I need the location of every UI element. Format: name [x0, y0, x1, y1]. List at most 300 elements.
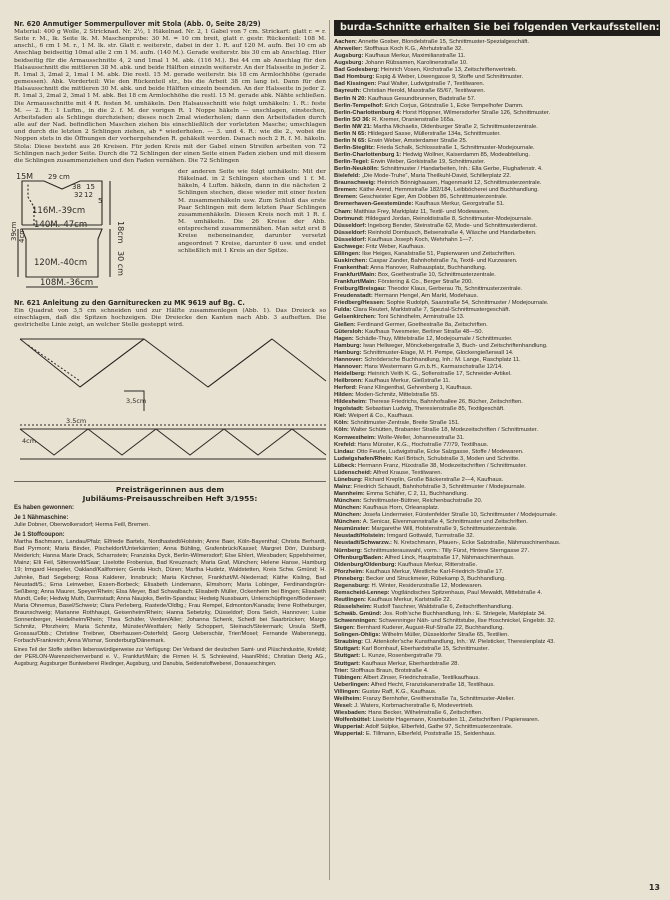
label-3-5cm: 3.5cm [66, 417, 87, 426]
shop-city: Kornwestheim: [334, 434, 376, 441]
shop-city: Berlin-Neukölln: [334, 166, 379, 173]
shop-entry [334, 717, 660, 724]
shop-city: Bielefeld: [334, 173, 361, 180]
shop-city: Hildesheim: [334, 399, 367, 406]
shop-entry [334, 201, 660, 208]
shop-city: Gelsenkirchen: [334, 314, 376, 321]
shop-city: Krefeld: [334, 441, 356, 448]
shop-city: Berlin N 65: [334, 130, 367, 137]
shop-entry [334, 456, 660, 463]
shop-details: Franzy Bernhofer, Greitherstraße 7a, Schnittmuster-Atelier. [362, 695, 515, 702]
shop-details: Kaufhaus Gesundbrunnen, Badstraße 57. [367, 95, 476, 102]
shop-details: Johann Rübsamen, Karolinenstraße 10. [365, 60, 468, 67]
shop-city: Braunschweig: [334, 180, 376, 187]
shop-details: Irmgard Gottwald, Turmstraße 32. [386, 533, 475, 540]
shop-city: Hamburg: [334, 349, 362, 356]
shop-details: Fritz Weber, Kaufhaus. [366, 243, 426, 250]
shop-details: Wolle-Weller, Johannesstraße 31. [377, 434, 465, 441]
shop-city: Heidelberg: [334, 370, 366, 377]
article-621 [14, 299, 326, 329]
shop-entry [334, 258, 660, 265]
shop-details: Kaufhaus Merkur, Westliche Karl-Friedrich-Straße 17. [365, 568, 504, 575]
shop-details: Cl. Attenkofer'sche Kunsthandlung, Inh.: W. Pielsticker, Theresienplatz 43. [364, 639, 556, 646]
shop-city: Augsburg: [334, 60, 364, 67]
shop-entry [334, 632, 660, 639]
shop-city: Düsseldorf: [334, 229, 367, 236]
shop-city: Lübeck: [334, 462, 357, 469]
shop-city: Solingen-Ohligs: [334, 632, 381, 639]
shop-city: Wuppertal: [334, 724, 365, 731]
shop-details: Adolf Sülpke, Elberfeld, Gathe 97, Schnittmusterzentrale. [365, 724, 513, 731]
label-12: 12 [84, 190, 93, 199]
shop-details: Paul Walter, Ludwigstraße 7, Textilwaren. [377, 81, 485, 88]
shop-entry [334, 604, 660, 611]
shop-city: Mannheim: [334, 491, 365, 497]
shop-entry [334, 60, 660, 67]
page-number: 13 [648, 883, 660, 892]
shop-details: „Die Mode-Truhe“, Maria Theilkuhl-David, Schillerplatz 22. [361, 173, 512, 180]
shop-city: Köln: [334, 420, 349, 427]
shop-details: L. Kunze, Rosenbergstraße 79. [361, 653, 443, 660]
shop-details: Anna Hanover, Rathausplatz, Buchhandlung. [370, 265, 487, 271]
shop-details: Toni Schindhelm, Arminstraße 13. [377, 314, 465, 321]
shop-details: Förstering & Co., Berger Straße 200. [377, 279, 473, 286]
shop-details: Christian Herold, Maxstraße 65/67, Textilwaren. [362, 88, 486, 95]
shop-city: Gütersloh: [334, 328, 364, 335]
shop-details: Heinrich Bönnighausen, Hagenmarkt 12, Schnittmusterzentrale. [377, 180, 542, 187]
shop-city: Stuttgart: [334, 660, 361, 667]
shop-entry [334, 703, 660, 710]
shop-details: Stoffhaus Koch K.G., Ahrhutstraße 32. [364, 46, 463, 53]
prize-2-names: Martha Bachmann, Landau/Pfalz; Elfriede Bartels, Nordhastedt/Holstein; Anne Baer, Köln-Bayenthal; Christa Berhardt, Bad Pyrmont; Maria Binder, Pischeldorf/Unterkärnten; Anna Bühling, Grafenbrück/Kassel; Margret Dörr, Duisburg-Meiderich; Hanna Marie Drack, Scharnstein; Franziska Dyck, Berlin-Wilmersdorf; Else Ehlert, Wiesbaden; Eppelsheimer, Mainz; Elli Feil, Sittersweld/Saar; Liselotte Frobenius, Bad Kreuznach; Maria Graf, München; Helene Hanse, Hamburg 19; Irmgard Hespeler, Oakland/Kalifornien; Gerda Hoch, Düren; Martha Hudetz, Waldstetten, Kreis Schw. Gmünd; H. Jahnke, Bad Segeberg; Rosa Kalderer, Innsbruck; Maria Kirchner, Frankfurt/M.-Niederrad; Käthe Kisling, Bad Neustadt/S.; Erna Leinweber, Essen-Borbeck; Elisabeth Lindemann, Elmshorn; Maria Lobinger, Ferdinandsgrün-Seßlberg; Anna Maurer, Speyer/Rhein; Elsa Meyer, Bad Schwalbach; Elisabeth Müller, Ockenheim bei Bingen; Elisabeth Mundt, Celle; Hedwig Muth, Darmstadt; Anna Naujoks, Berlin-Spandau; Hedwig Nussbaum, Unterschüpfingen/Bodensee; Maria Ohnemus, Basel/Schweiz; Clara Perleberg, Rastede/Oldbg.; Frau Rempel, Edmonton/Kanada; Irene Rotheburger, Braunschweig; Marianne Rothhaupt, Geisenheim/Rhein; Hanna Sebetzky, Düsseldorf; Dora Seich, Hannover; Luise Sonnenberger, Heidelheim/Rhein; Thea Schäfer, Verden/Aller; Johanna Schenk, Schedl bei Saarbrücken; Margo Schmitz, Pforzheim; Maria Schmitz, Münster/Westfalen; Nelly Schoppert, Steinach/Steiermark; Ursula Steffl, Grossau/Obb.; Christine Treibner, Oberhausen-Osterfeld; Georg Ueberschär, Trier/Mosel; Fernande Wabersnegg, Forbach/Frankreich; Anna Wismar, Sonderburg/Dänemark. [14, 539, 326, 645]
shop-entry [334, 512, 660, 519]
shop-city: Hannover: [334, 363, 363, 370]
shop-details: Moden-Schmitz, Mittelstraße 55. [355, 392, 439, 399]
shop-details: Annette Gosber, Blondelstraße 15, Schnittmuster-Spezialgeschäft. [358, 39, 530, 45]
shop-entry [334, 46, 660, 53]
shop-city: Berlin N 65: [334, 137, 367, 144]
shop-city: Cham: [334, 208, 353, 215]
shop-city: Pforzheim: [334, 568, 365, 575]
shop-city: Wesel: [334, 702, 353, 709]
article-620 [14, 20, 326, 165]
shop-city: Ludwigshafen/Rhein: [334, 455, 393, 462]
shop-entry [334, 180, 660, 187]
shop-details: Karl Bornhauf, Eberhardstraße 15, Schnittmuster. [361, 646, 490, 653]
shop-entry [334, 710, 660, 717]
shop-details: R. Kremer, Oranienstraße 165a. [372, 116, 455, 123]
shop-entry [334, 314, 660, 321]
shop-city: Köln: [334, 427, 349, 434]
shop-details: Schnittmuster / Handarbeiten, Inh.: Ella Gerbe, Flughafenstr. 4. [380, 166, 543, 173]
shop-entry [334, 371, 660, 378]
shop-city: Euskirchen: [334, 257, 368, 264]
shop-entry [334, 555, 660, 562]
shop-entry [334, 427, 660, 434]
shop-city: Straubing: [334, 639, 364, 646]
shop-entry [334, 81, 660, 88]
winners-label: Es haben gewonnen: [14, 505, 75, 512]
shop-details: Josefa Lindermeier, Fürstenfelder Straße 10, Schnittmuster / Modejournale. [363, 512, 558, 519]
shop-details: Box, Goethestraße 10, Schnittmusterzentrale. [377, 272, 496, 279]
shop-city: Düsseldorf: [334, 236, 367, 243]
shop-city: Weilheim: [334, 695, 362, 702]
shop-entry [334, 216, 660, 223]
shop-city: Bad Kissingen: [334, 81, 377, 88]
shop-city: Bremen: [334, 187, 358, 194]
shop-entry [334, 435, 660, 442]
shop-city: Berlin-Charlottenburg 4: [334, 109, 402, 116]
shop-entry [334, 646, 660, 653]
prize-2-title: Je 1 Stoffcoupon: [14, 531, 65, 538]
shop-entry [334, 53, 660, 60]
shop-city: Berlin SO 36: [334, 116, 371, 123]
shop-entry [334, 540, 660, 547]
shop-city: Freiburg/Breisgau: [334, 286, 386, 293]
shop-entry [334, 675, 660, 682]
shop-details: Schnittmuster-Zentrale, Breite Straße 151. [350, 420, 460, 427]
shop-city: Düsseldorf: [334, 222, 367, 229]
shop-entry [334, 110, 660, 117]
shop-details: Heinrich Vosen, Kirchstraße 13, Zeitschriftenvertrieb. [380, 67, 517, 74]
label-120m: 120M.-40cm [34, 257, 88, 268]
shop-city: Eschwege: [334, 243, 365, 250]
shop-details: Alfred Hecht, Franziskanerstraße 18, Textilhaus. [370, 681, 495, 688]
shop-details: A. Senicar, Elvenmannstraße 4, Schnittmuster und Zeitschriften. [362, 519, 528, 526]
shop-entry [334, 300, 660, 307]
shop-details: Stoffhaus Braun, Brotstraße 4. [350, 667, 429, 674]
label-15b: 15 [86, 182, 95, 191]
shop-details: Horst Höppner, Wilmersdorfer Straße 126, Schnittmuster. [402, 109, 551, 116]
shops-banner: burda-Schnitte erhalten Sie bei folgenden Verkaufsstellen: [334, 20, 660, 36]
shop-city: Stuttgart: [334, 646, 361, 653]
shop-city: Lüneburg: [334, 476, 363, 483]
shop-entry [334, 399, 660, 406]
shop-entry [334, 498, 660, 505]
shop-list [334, 39, 660, 738]
shop-entry [334, 378, 660, 385]
sponsor-note: Eines Teil der Stoffe stellten liebenswürdigerweise zur Verfügung: Der Verband der deutschen Samt- und Plüschindustrie, Krefeld; der PERLON-Warenzeichenverband e. V., Frankfurt/Main; die Firmen H. S. Schniewind, Haan/Rhld.; Christian Dierig AG., Augsburg; Augsburger Buntweberei Riedinger, Augsburg, und Danubia, Seidenstoffweberei, Donaueschingen. [14, 647, 326, 667]
shop-entry [334, 491, 660, 498]
shop-entry [334, 329, 660, 336]
shop-details: Alfred Krause, Textilwaren. [373, 469, 443, 476]
shop-city: München: [334, 512, 362, 519]
shop-city: Hannover: [334, 356, 363, 363]
shop-details: Alfred Linck, Hauptstraße 17, Nähmaschinenhaus. [384, 554, 515, 561]
shop-details: Becker und Struckmeier, Rübekamp 3, Buchhandlung. [365, 575, 506, 582]
shop-entry [334, 230, 660, 237]
shop-entry [334, 166, 660, 173]
label-39cm: 39cm [10, 221, 18, 241]
shop-city: Bayreuth: [334, 88, 362, 95]
shop-city: Frankfurt/Main: [334, 279, 377, 286]
shop-details: Kaufhaus Twesmeier, Berliner Straße 48—50. [365, 328, 484, 335]
shop-city: Ahrweiler: [334, 46, 363, 53]
shop-details: Kaufhaus Merkur, Maximilianstraße 11. [365, 53, 466, 60]
article-621-heading: Nr. 621 Anleitung zu den Garniturecken zu MK 9619 auf Bg. C. [14, 298, 245, 307]
shop-entry [334, 286, 660, 293]
shop-entry [334, 611, 660, 618]
shop-details: Hermann Hengel, Am Markt, Modehaus. [374, 293, 479, 300]
shop-entry [334, 138, 660, 145]
shop-entry [334, 406, 660, 413]
shop-city: Freudenstadt: [334, 293, 373, 300]
shop-details: Emma Schäfer, C 2, 11, Buchhandlung. [366, 491, 468, 497]
shop-entry [334, 576, 660, 583]
shop-entry [334, 668, 660, 675]
shop-city: München: [334, 519, 362, 526]
shop-entry [334, 562, 660, 569]
shop-entry [334, 223, 660, 230]
shop-entry [334, 682, 660, 689]
shop-city: Stuttgart: [334, 653, 361, 660]
label-32: 32 [74, 190, 83, 199]
shop-details: Reinhold Dornbusch, Belsenstraße 4, Wäsche und Handarbeiten. [367, 229, 537, 236]
shop-entry [334, 420, 660, 427]
shop-details: Hildegard Jordan, Reinoldistraße 8, Schnittmuster-Modejournale. [365, 215, 533, 222]
label-30cm: 30 cm [116, 250, 125, 276]
shop-details: Erich Corjus, Götzstraße 1, Ecke Tempelhofer Damm. [384, 102, 524, 109]
shop-entry [334, 350, 660, 357]
shop-city: Schwäb. Gmünd: [334, 611, 382, 618]
shop-city: Mainz: [334, 483, 353, 490]
shop-city: Herford: [334, 385, 357, 392]
shop-entry [334, 505, 660, 512]
shop-details: Sebastian Ludwig, Theresienstraße 85, Textilgeschäft. [365, 406, 505, 413]
shop-city: Kiel: [334, 413, 347, 420]
shop-city: Bad Godesberg: [334, 67, 380, 74]
shop-details: Margarethe Will, Holstenstraße 9, Schnittmusterzentrale. [371, 526, 518, 533]
shop-city: Pinneberg: [334, 575, 365, 582]
shop-details: Erwin Weber, Amsterdamer Straße 25. [367, 137, 468, 144]
contest-winners [14, 481, 326, 667]
shop-entry [334, 484, 660, 491]
shop-city: Hamburg: [334, 342, 362, 349]
shop-city: Wuppertal: [334, 731, 365, 738]
shop-details: Caspar Zander, Bahnhofstraße 7a, Textil- und Kurzwaren. [368, 257, 518, 264]
shop-details: Rudolf Taschner, Waldstraße 6, Zeitschriftenhandlung. [373, 604, 513, 610]
shop-entry [334, 131, 660, 138]
shop-entry [334, 265, 660, 272]
shop-details: Schrödersche Buchhandlung, Inh.: M. Lange, Raschplatz 11. [364, 356, 521, 363]
shop-entry [334, 103, 660, 110]
shop-city: Rüsselsheim: [334, 604, 372, 610]
shop-entry [334, 343, 660, 350]
shop-city: Bremen: [334, 194, 358, 201]
shop-city: Remscheid-Lennep: [334, 589, 390, 596]
shop-entry [334, 533, 660, 540]
shop-details: Hermann Franz, Hüxstraße 38, Modezeitschriften / Schnittmuster. [357, 462, 527, 469]
shop-entry [334, 618, 660, 625]
shop-entry [334, 88, 660, 95]
shop-city: Berlin-Charlottenburg 1: [334, 152, 402, 158]
shop-entry [334, 272, 660, 279]
shop-details: Kaufhaus Horn, Orleansplatz. [363, 505, 440, 512]
shop-details: Jos. Roth'sche Buchhandlung, Inh.: E. Striegele, Marktplatz 34. [383, 611, 546, 618]
shop-details: Kaufhaus Merkur, Eberhardstraße 28. [361, 660, 460, 667]
garniture-schematic [14, 331, 326, 471]
shop-city: Friedberg/Hessen: [334, 300, 386, 307]
shop-details: Hans Westermann G.m.b.H., Karmarschstraße 12/14. [364, 363, 503, 370]
shop-city: Hilden: [334, 392, 354, 399]
shop-entry [334, 237, 660, 244]
shop-city: Neustadt/Schwarzw.: [334, 540, 392, 547]
shop-details: Ferdinand Germer, Goethestraße 8a, Zeitschriften. [357, 321, 488, 328]
label-140m: 140M.-47cm [34, 219, 88, 230]
shop-details: E. Tillmann, Elberfeld, Poststraße 15, Seidenhaus. [365, 731, 496, 738]
shop-details: J. Waters, Korbmacherstraße 6, Modevertrieb. [354, 702, 474, 709]
label-15m: 15M [16, 171, 34, 181]
shop-entry [334, 689, 660, 696]
shop-details: Kaufhaus Joseph Koch, Wehrhahn 1—7. [367, 236, 474, 243]
shop-details: Therese Friedrichs, Bahnhofsallee 26, Bücher, Zeitschriften. [368, 399, 523, 406]
shop-details: Schädle-Thuy, Mittelstraße 12, Modejournale / Schnittmuster. [355, 335, 513, 342]
shop-city: Berlin-Steglitz: [334, 144, 376, 151]
shop-details: Franz Klingenthal, Gehrenberg 1, Kaufhaus. [358, 385, 473, 392]
shop-details: Walter Schütten, Brabanter Straße 18, Modezeitschriften / Schnittmuster. [350, 427, 538, 434]
shop-details: Frieda Schalk, Schlossstraße 1, Schnittmuster-Modejournale. [376, 144, 535, 151]
pattern-diagram [10, 167, 326, 295]
shop-details: Weipert & Co., Kaufhaus. [348, 413, 414, 420]
shop-city: Hagen: [334, 335, 354, 342]
shop-entry [334, 597, 660, 604]
shop-city: Reutlingen: [334, 596, 366, 603]
shop-city: Regensburg: [334, 582, 370, 589]
shop-details: Espig & Weber, Löwengasse 9, Stoffe und Schnittmuster. [376, 74, 524, 81]
shop-entry [334, 145, 660, 152]
shop-entry [334, 251, 660, 258]
shop-entry [334, 731, 660, 738]
shop-details: Wilhelm Müller, Düsseldorfer Straße 65, Textilien. [382, 632, 509, 639]
shop-details: Schnittmuster-Büttner, Reichenbachstraße 20. [363, 498, 483, 505]
shop-city: Aachen: [334, 39, 357, 45]
shop-entry [334, 364, 660, 371]
shop-entry [334, 159, 660, 166]
shop-entry [334, 187, 660, 194]
contest-title-line2: Jubiläums-Preisausschreiben Heft 3/1955: [82, 494, 258, 504]
label-4cm-b: 4cm [22, 437, 37, 446]
label-18cm: 18cm [116, 220, 125, 244]
shop-city: Eßlingen: [334, 250, 361, 257]
shop-city: Augsburg: [334, 53, 364, 60]
shop-entry [334, 307, 660, 314]
shop-entry [334, 519, 660, 526]
shop-city: Trier: [334, 667, 349, 674]
shop-details: Hildegard Sasse, Müllerstraße 134a, Schnittmuster. [367, 130, 501, 137]
shop-entry [334, 244, 660, 251]
shop-entry [334, 463, 660, 470]
shop-details: Liselotte Hagemann, Krambuden 11, Zeitschriften / Papierwaren. [372, 717, 540, 723]
shop-entry [334, 526, 660, 533]
shop-details: Käthe Arend, Hemmstraße 182/184, Leibböcherei und Buchhandlung. [359, 187, 539, 194]
label-116m: 116M.-39cm [32, 205, 86, 216]
shop-city: Berlin-Tegel: [334, 159, 370, 166]
shop-details: Richard Kreplin, Große Bäckerstraße 2—4, Kaufhaus. [364, 476, 504, 483]
shop-city: Offenburg/Baden: [334, 554, 384, 561]
shop-city: Oldenburg/Oldenburg: [334, 561, 397, 568]
shop-entry [334, 385, 660, 392]
shop-entry [334, 39, 660, 46]
shop-city: Wiesbaden: [334, 709, 367, 716]
shop-entry [334, 639, 660, 646]
shop-city: Ueberlingen: [334, 681, 370, 688]
label-5: 5 [98, 196, 103, 205]
shop-details: Theodor Klaus, Gerberau 7b, Schnittmusterzentrale. [387, 286, 523, 293]
shop-city: Lindau: [334, 448, 355, 455]
shop-details: Martha Michaelis, Oldenburger Straße 2, Schnittmusterzentrale. [373, 123, 538, 130]
shop-details: Matthias Frey, Marktplatz 11, Textil- und Modewaren. [353, 208, 490, 215]
shop-details: Schnittmuster-Etage, M. H. Pempe, Glockengießerwall 14. [363, 349, 514, 356]
shop-details: Hans Becker, Wilhelmstraße 6, Zeitschriften. [368, 709, 483, 716]
shop-details: Albert Zinser, Friedrichstraße, Textilkaufhaus. [363, 674, 480, 681]
shop-city: Lüdenscheid: [334, 469, 372, 476]
shop-entry [334, 569, 660, 576]
shop-details: Kaufhaus Merkur, Georgstraße 51. [415, 201, 505, 208]
shop-entry [334, 152, 660, 159]
shop-details: Hans Münster, K.G., Hochstraße 77/79, Textilhaus. [357, 441, 489, 448]
shop-entry [334, 470, 660, 477]
shop-details: Karl Britsch, Schulstraße 3, Moden und Schnitte. [394, 455, 520, 462]
shop-entry [334, 583, 660, 590]
shop-entry [334, 724, 660, 731]
shop-city: Neustadt/Holstein: [334, 533, 386, 540]
shop-city: Schwenningen: [334, 618, 377, 625]
shop-details: Sophie Rudolph, Saarstraße 54, Schnittmuster / Modejournale. [386, 300, 549, 307]
shop-details: Clara Reutert, Marktstraße 7, Spezial-Schnittmustergeschäft. [353, 307, 511, 314]
shop-entry [334, 442, 660, 449]
shop-details: Kaufhaus Merkur, Ritterstraße. [397, 561, 478, 568]
shop-details: Vogtländisches Spitzenhaus, Paul Mewaldt, Mittelstraße 4. [391, 589, 543, 596]
left-column [10, 20, 326, 890]
shop-city: Nürnberg: [334, 547, 363, 554]
shop-city: Wolfenbüttel: [334, 717, 372, 723]
garniture-diagram [14, 331, 326, 471]
label-38: 38 [72, 182, 81, 191]
shop-city: Fulda: [334, 307, 352, 314]
shop-city: Berlin NW 21: [334, 123, 372, 130]
shop-entry [334, 74, 660, 81]
shop-entry [334, 590, 660, 597]
shop-details: Ingeborg Bender, Steinstraße 62, Mode- und Schnittmusterdienst. [367, 222, 538, 229]
shop-entry [334, 96, 660, 103]
prize-1-names: Julie Dobner, Oberwolkersdorf; Herma Feill, Bremen. [14, 522, 150, 529]
shop-entry [334, 653, 660, 660]
shop-city: Bremerhaven-Geestemünde: [334, 201, 414, 208]
shop-city: Berlin N 20: [334, 95, 367, 102]
shop-entry [334, 322, 660, 329]
shop-city: Frankfurt/Main: [334, 272, 377, 279]
shop-details: Kaufhaus Merkur, Gießstraße 11. [364, 378, 451, 384]
shop-details: N. Kretschmann, Pfauen-, Ecke Salzstraße, Nähmaschinenhaus. [393, 540, 561, 547]
shop-details: Bernhard Kuderer, August-Ruf-Straße 22, Buchhandlung. [356, 625, 504, 632]
shop-city: Ingolstadt: [334, 406, 364, 413]
shop-details: Kaufhaus Merkur, Karlstraße 22. [367, 596, 452, 603]
shop-city: Dortmund: [334, 215, 364, 222]
column-divider [329, 20, 330, 880]
shop-city: Neumünster: [334, 526, 370, 533]
shop-entry [334, 449, 660, 456]
shop-entry [334, 336, 660, 343]
label-3-5cm-b: 3,5cm [126, 397, 147, 406]
shop-details: Hedwig Wollner, Kaiserdamm 85, Modeabteilung. [402, 152, 530, 158]
right-column [334, 20, 660, 890]
shop-details: Erwin Weber, Gorkistraße 19, Schnittmuster. [370, 159, 486, 166]
shop-entry [334, 194, 660, 201]
article-620-heading: Nr. 620 Anmutiger Sommerpullover mit Stola (Abb. 0, Seite 28/29) [14, 20, 261, 28]
shop-city: Heilbronn: [334, 378, 364, 384]
shop-entry [334, 117, 660, 124]
article-621-text: Ein Quadrat von 3,5 cm schneiden und zur Hälfte zusammenlegen (Abb. 1). Das Dreieck so einschlagen, daß die Spitzen hochzeigen. Die Dreiecke den Kanten nach Abb. 3 aufheften. Die gestrichelte Linie zeigt, an welcher Stelle gesteppt wird. [14, 307, 326, 329]
